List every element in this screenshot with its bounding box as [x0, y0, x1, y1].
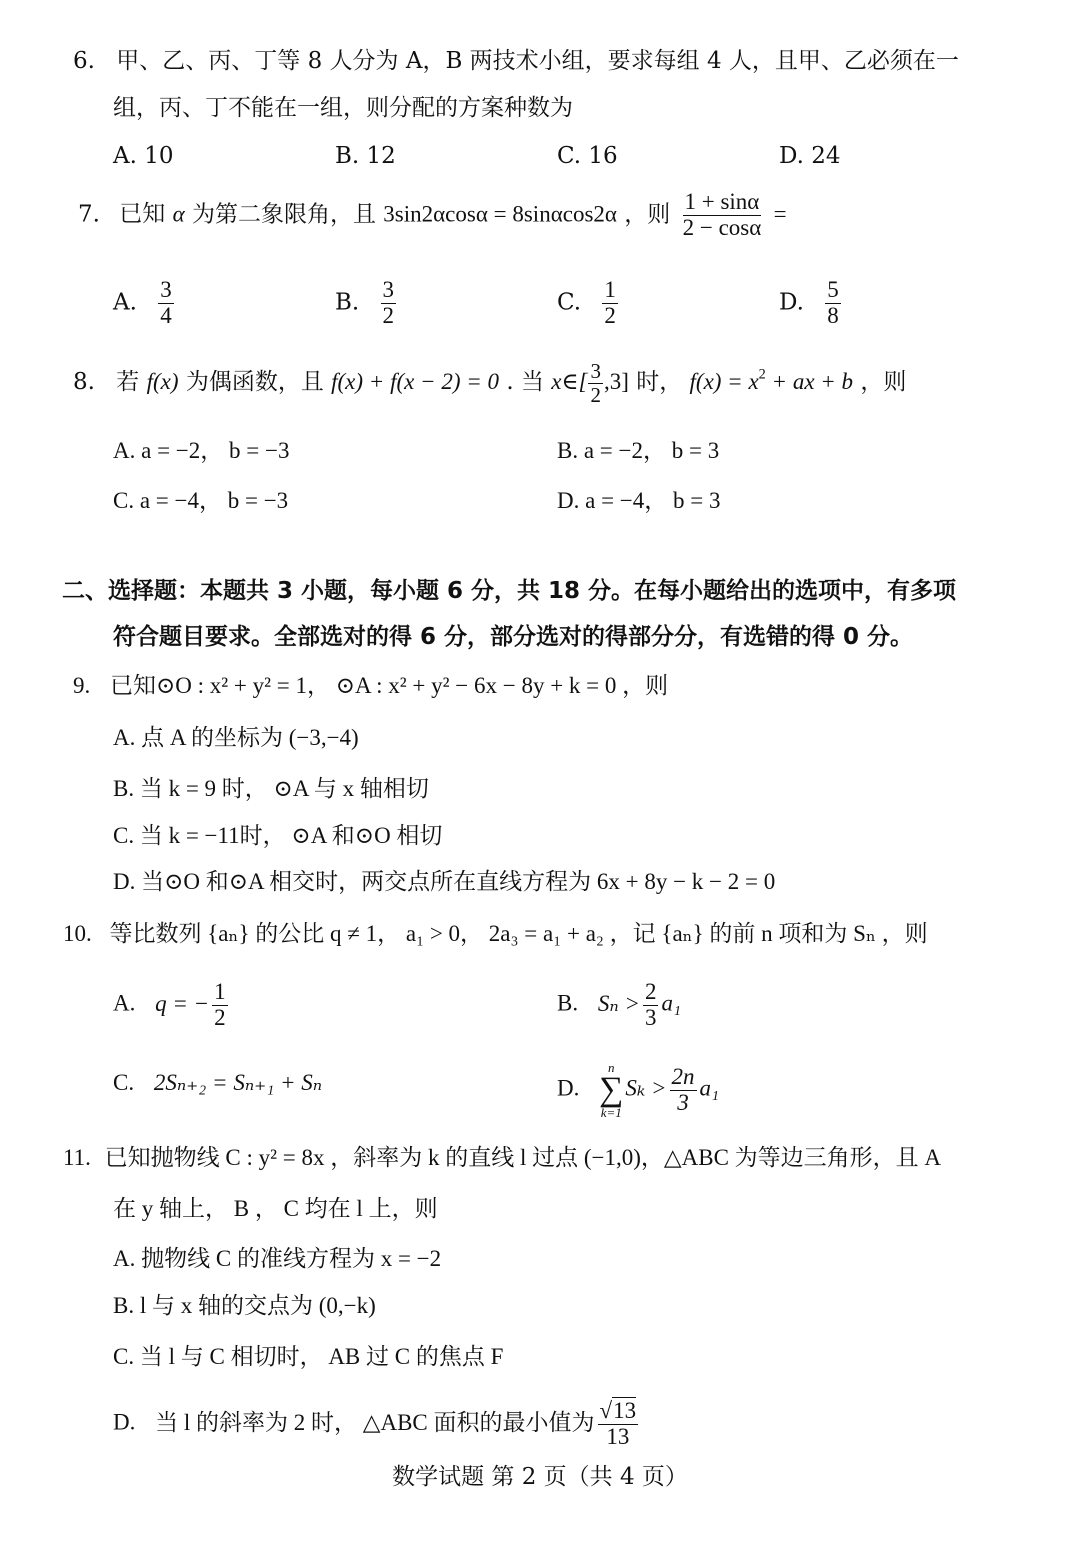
summation: n ∑ k=1 — [599, 1060, 624, 1121]
q11-number: 11. — [63, 1145, 91, 1170]
q6-stem-1: 甲、乙、丙、丁等 8 人分为 A，B 两技术小组，要求每组 4 人，且甲、乙必须在一 — [116, 48, 959, 74]
q8-option-a: A. a = −2， b = −3 — [113, 438, 290, 463]
q9-stem: 已知⊙O : x² + y² = 1， ⊙A : x² + y² − 6x − 8y + k = 0 ，则 — [110, 673, 669, 698]
q11-line1 — [63, 1141, 941, 1175]
q6-option-a: A. 10 — [113, 143, 174, 169]
q7-option-c: C. $\frac{1}{2}$ — [557, 277, 616, 328]
q11-stem-2: 在 y 轴上， B ， C 均在 l 上，则 — [113, 1196, 438, 1221]
q11-radicand: 13 — [613, 1398, 637, 1423]
q11-option-a: A. 抛物线 C 的准线方程为 x = −2 — [113, 1246, 442, 1271]
q6-option-c: C. 16 — [557, 143, 618, 169]
q6-line1 — [73, 44, 959, 78]
q11-option-b: B. l 与 x 轴的交点为 (0,−k) — [113, 1293, 376, 1318]
q10-option-a: A. q = − $\frac{1}{2}$ — [113, 979, 226, 1030]
q9-line — [73, 669, 668, 703]
q8-stem: 8. 若 f(x) 为偶函数，且 f(x) + f(x − 2) = 0 . 当 x∈[ $\frac{3}{2}$ ,3] 时， $f(x) = x^2$ + ax + b ，则 — [73, 359, 907, 407]
q8-number: 8. — [73, 369, 95, 396]
q7-option-b: B. $\frac{3}{2}$ — [335, 277, 395, 328]
q7-option-d: D. $\frac{5}{8}$ — [779, 277, 839, 328]
section-2-instructions: 符合题目要求。全部选对的得 6 分，部分选对的得部分分，有选错的得 0 分。 — [113, 624, 914, 650]
q7-stem: 7. 已知 α 为第二象限角，且 3sin2αcosα = 8sinαcos2α ，则 $\frac{1 + \sin\alpha}{2 - \cos\alpha}$ = — [78, 189, 787, 240]
q10-option-b: B. Sₙ > $\frac{2}{3}$ a₁ — [557, 979, 681, 1030]
q11-option-d: D. 当 l 的斜率为 2 时， △ABC 面积的最小值为 $\frac{√13}{13}$ — [113, 1398, 637, 1449]
q6-option-b: B. 12 — [335, 143, 396, 169]
section-2-heading: 二、选择题：本题共 3 小题，每小题 6 分，共 18 分。在每小题给出的选项中，有多项 — [62, 578, 957, 604]
q10-option-c: C. 2Sₙ₊₂ = Sₙ₊₁ + Sₙ — [113, 1070, 323, 1095]
q10-option-d: D. n ∑ k=1 Sₖ > $\frac{2n}{3}$ a₁ — [557, 1060, 720, 1121]
q7-number: 7. — [78, 201, 100, 228]
q8-option-d: D. a = −4， b = 3 — [557, 488, 721, 513]
q7-equation: 3sin2αcosα = 8sinαcos2α — [383, 201, 617, 227]
q6-option-d: D. 24 — [779, 143, 841, 169]
q9-number: 9. — [73, 673, 91, 698]
page-footer: 数学试题 第 2 页（共 4 页） — [392, 1464, 688, 1490]
q8-option-b: B. a = −2， b = 3 — [557, 438, 720, 463]
q10-stem: 等比数列 {aₙ} 的公比 q ≠ 1， a₁ > 0， 2a₃ = a₁ + a₂ ，记 {aₙ} 的前 n 项和为 Sₙ ，则 — [109, 921, 928, 946]
q11-stem-1: 已知抛物线 C : y² = 8x ，斜率为 k 的直线 l 过点 (−1,0)，△ABC 为等边三角形，且 A — [104, 1145, 942, 1170]
q8-option-c: C. a = −4， b = −3 — [113, 488, 289, 513]
q6-stem-2: 组，丙、丁不能在一组，则分配的方案种数为 — [113, 95, 573, 121]
q9-option-a: A. 点 A 的坐标为 (−3,−4) — [113, 725, 359, 750]
q10-line — [63, 917, 928, 951]
q10-number: 10. — [63, 921, 92, 946]
q9-option-c: C. 当 k = −11时， ⊙A 和⊙O 相切 — [113, 823, 443, 848]
q11-option-c: C. 当 l 与 C 相切时， AB 过 C 的焦点 F — [113, 1344, 504, 1369]
q9-option-b: B. 当 k = 9 时， ⊙A 与 x 轴相切 — [113, 776, 429, 801]
q9-option-d: D. 当⊙O 和⊙A 相交时，两交点所在直线方程为 6x + 8y − k − 2 = 0 — [113, 869, 776, 894]
q6-number: 6. — [73, 48, 95, 74]
q7-option-a: A. $\frac{3}{4}$ — [113, 277, 172, 328]
q7-fraction: $\frac{1 + \sin\alpha}{2 - \cos\alpha}$ — [682, 189, 762, 240]
